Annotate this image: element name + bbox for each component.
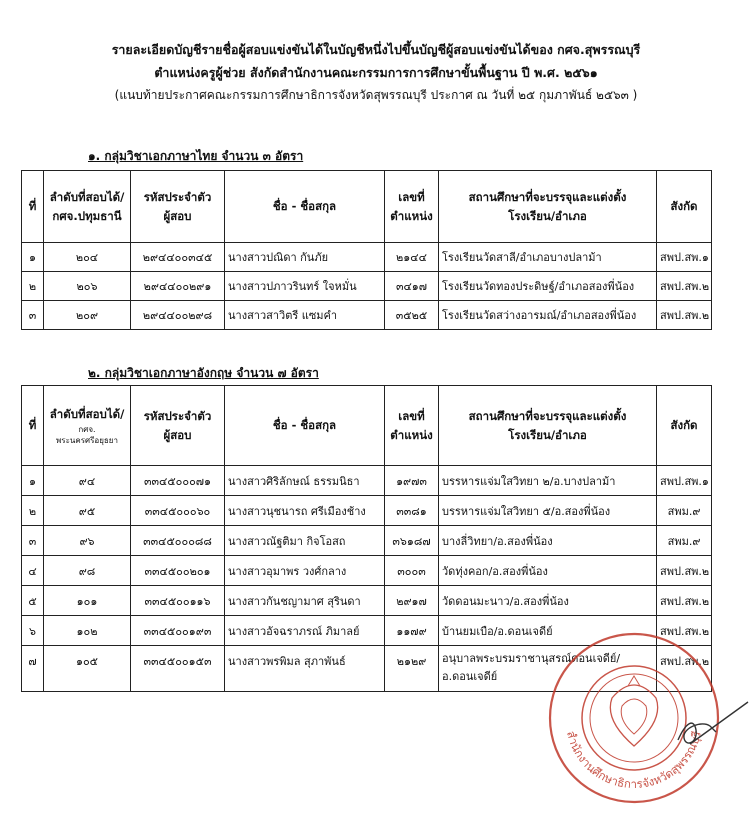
col-header-affiliation: สังกัด — [657, 171, 712, 243]
cell-code: ๓๓๔๕๐๐๑๕๓ — [131, 646, 225, 692]
cell-affiliation: สพป.สพ.๒ — [657, 646, 712, 692]
col-header-position-sub: ตำแหน่ง — [390, 427, 433, 442]
cell-position: ๓๕๒๕ — [385, 301, 439, 330]
cell-affiliation: สพป.สพ.๒ — [657, 586, 712, 616]
cell-rank: ๒๐๙ — [44, 301, 131, 330]
cell-name: นางสาวศิริลักษณ์ ธรรมนิธา — [225, 466, 385, 496]
cell-name: นางสาวปภาวรินทร์ ใจหมั่น — [225, 272, 385, 301]
col-header-code-sub: ผู้สอบ — [163, 427, 192, 442]
section-1-title: ๑. กลุ่มวิชาเอกภาษาไทย จำนวน ๓ อัตรา — [88, 149, 304, 163]
section-1-table — [21, 170, 712, 330]
cell-code: ๓๓๔๕๐๐๑๑๖ — [131, 586, 225, 616]
cell-school: บรรหารแจ่มใสวิทยา ๒/อ.บางปลาม้า — [439, 466, 657, 496]
col-header-school — [439, 171, 657, 243]
cell-school: วัดดอนมะนาว/อ.สองพี่น้อง — [439, 586, 657, 616]
cell-affiliation: สพป.สพ.๒ — [657, 272, 712, 301]
cell-name: นางสาวสาวิตรี แซมคำ — [225, 301, 385, 330]
cell-affiliation: สพป.สพ.๑ — [657, 466, 712, 496]
seal-text: สำนักงานศึกษาธิการจังหวัดสุพรรณบุรี — [563, 729, 704, 792]
col-header-rank — [44, 171, 131, 243]
cell-school: บรรหารแจ่มใสวิทยา ๕/อ.สองพี่น้อง — [439, 496, 657, 526]
cell-position: ๒๑๒๙ — [385, 646, 439, 692]
col-header-school-label: สถานศึกษาที่จะบรรจุและแต่งตั้ง — [468, 189, 627, 204]
cell-no: ๑ — [22, 466, 44, 496]
cell-code: ๒๙๔๔๐๐๒๙๘ — [131, 301, 225, 330]
cell-rank: ๙๘ — [44, 556, 131, 586]
col-header-position-sub: ตำแหน่ง — [390, 208, 433, 223]
cell-position: ๑๑๗๙ — [385, 616, 439, 646]
cell-no: ๕ — [22, 586, 44, 616]
table-row — [22, 243, 712, 272]
cell-school: บ้านยมเบือ/อ.ดอนเจดีย์ — [439, 616, 657, 646]
col-header-code-label: รหัสประจำตัว — [143, 189, 212, 204]
col-header-rank-label: ลำดับที่สอบได้/ — [49, 189, 125, 204]
cell-no: ๖ — [22, 616, 44, 646]
table-row — [22, 301, 712, 330]
cell-code: ๓๓๔๕๐๐๐๘๘ — [131, 526, 225, 556]
table-row — [22, 466, 712, 496]
col-header-rank — [44, 386, 131, 466]
cell-no: ๔ — [22, 556, 44, 586]
cell-code: ๒๙๔๔๐๐๓๔๕ — [131, 243, 225, 272]
cell-code: ๒๙๔๔๐๐๒๙๑ — [131, 272, 225, 301]
col-header-rank-sub-2: พระนครศรีอยุธยา — [56, 436, 118, 445]
col-header-position — [385, 171, 439, 243]
col-header-no: ที่ — [22, 386, 44, 466]
document-header — [0, 38, 752, 107]
col-header-position-label: เลขที่ — [398, 408, 425, 423]
col-header-school-label: สถานศึกษาที่จะบรรจุและแต่งตั้ง — [468, 408, 627, 423]
col-header-school — [439, 386, 657, 466]
col-header-position-label: เลขที่ — [398, 189, 425, 204]
cell-rank: ๑๐๒ — [44, 616, 131, 646]
cell-position: ๓๔๑๗ — [385, 272, 439, 301]
cell-name: นางสาวพรพิมล สุภาพันธ์ — [225, 646, 385, 692]
col-header-name: ชื่อ - ชื่อสกุล — [225, 386, 385, 466]
cell-name: นางสาวนุชนารถ ศรีเมืองช้าง — [225, 496, 385, 526]
cell-name: นางสาวกันชญามาศ สุรินดา — [225, 586, 385, 616]
cell-affiliation: สพป.สพ.๑ — [657, 243, 712, 272]
cell-position: ๒๙๑๗ — [385, 586, 439, 616]
col-header-school-sub: โรงเรียน/อำเภอ — [508, 208, 587, 223]
cell-no: ๒ — [22, 272, 44, 301]
cell-school: โรงเรียนวัดทองประดิษฐ์/อำเภอสองพี่น้อง — [439, 272, 657, 301]
col-header-code-label: รหัสประจำตัว — [143, 408, 212, 423]
cell-school: โรงเรียนวัดสว่างอารมณ์/อำเภอสองพี่น้อง — [439, 301, 657, 330]
cell-school-line-2: อ.ดอนเจดีย์ — [442, 670, 498, 683]
table-row — [22, 526, 712, 556]
col-header-rank-sub-1: กศจ. — [78, 425, 96, 434]
col-header-name: ชื่อ - ชื่อสกุล — [225, 171, 385, 243]
cell-affiliation: สพม.๙ — [657, 496, 712, 526]
header-line-3: (แนบท้ายประกาศคณะกรรมการศึกษาธิการจังหวัดสุพรรณบุรี ประกาศ ณ วันที่ ๒๕ กุมภาพันธ์ ๒๕๖๓ ) — [114, 88, 638, 102]
col-header-code — [131, 386, 225, 466]
cell-no: ๓ — [22, 526, 44, 556]
cell-name: นางสาวอัจฉราภรณ์ ภิมาลย์ — [225, 616, 385, 646]
cell-name: นางสาวปณิดา กันภัย — [225, 243, 385, 272]
cell-code: ๓๓๔๕๐๐๑๙๓ — [131, 616, 225, 646]
cell-school: บางลี่วิทยา/อ.สองพี่น้อง — [439, 526, 657, 556]
cell-rank: ๙๕ — [44, 496, 131, 526]
cell-position: ๓๐๐๓ — [385, 556, 439, 586]
cell-code: ๓๓๔๕๐๐๐๗๑ — [131, 466, 225, 496]
cell-affiliation: สพม.๙ — [657, 526, 712, 556]
col-header-code-sub: ผู้สอบ — [163, 208, 192, 223]
cell-rank: ๒๐๖ — [44, 272, 131, 301]
cell-no: ๓ — [22, 301, 44, 330]
cell-position: ๒๑๔๔ — [385, 243, 439, 272]
cell-school-line-1: อนุบาลพระบรมราชานุสรณ์ดอนเจดีย์/ — [442, 652, 621, 665]
cell-position: ๓๖๑๘๗ — [385, 526, 439, 556]
cell-no: ๗ — [22, 646, 44, 692]
cell-code: ๓๓๔๕๐๐๐๖๐ — [131, 496, 225, 526]
cell-affiliation: สพป.สพ.๒ — [657, 301, 712, 330]
table-header-row — [22, 171, 712, 243]
cell-no: ๒ — [22, 496, 44, 526]
header-line-1: รายละเอียดบัญชีรายชื่อผู้สอบแข่งขันได้ในบัญชีหนึ่งไปขึ้นบัญชีผู้สอบแข่งขันได้ของ กศจ.สุพรรณบุรี — [111, 42, 641, 57]
cell-affiliation: สพป.สพ.๒ — [657, 556, 712, 586]
table-row — [22, 272, 712, 301]
table-row — [22, 586, 712, 616]
section-2-title: ๒. กลุ่มวิชาเอกภาษาอังกฤษ จำนวน ๗ อัตรา — [88, 366, 319, 380]
col-header-no: ที่ — [22, 171, 44, 243]
cell-position: ๑๙๗๓ — [385, 466, 439, 496]
cell-name: นางสาวอุมาพร วงศ์กลาง — [225, 556, 385, 586]
cell-code: ๓๓๔๕๐๐๒๐๑ — [131, 556, 225, 586]
cell-name: นางสาวณัฐติมา กิจโอสถ — [225, 526, 385, 556]
col-header-rank-label: ลำดับที่สอบได้/ — [49, 407, 125, 421]
col-header-code — [131, 171, 225, 243]
col-header-school-sub: โรงเรียน/อำเภอ — [508, 427, 587, 442]
cell-rank: ๑๐๕ — [44, 646, 131, 692]
table-row — [22, 556, 712, 586]
cell-no: ๑ — [22, 243, 44, 272]
signature — [650, 682, 750, 762]
col-header-rank-sub: กศจ.ปทุมธานี — [52, 208, 122, 223]
cell-school: โรงเรียนวัดสาลี/อำเภอบางปลาม้า — [439, 243, 657, 272]
cell-school: วัดทุ่งคอก/อ.สองพี่น้อง — [439, 556, 657, 586]
table-row — [22, 496, 712, 526]
col-header-position — [385, 386, 439, 466]
cell-affiliation: สพป.สพ.๒ — [657, 616, 712, 646]
table-header-row — [22, 386, 712, 466]
cell-rank: ๑๐๑ — [44, 586, 131, 616]
cell-rank: ๙๖ — [44, 526, 131, 556]
header-line-2: ตำแหน่งครูผู้ช่วย สังกัดสำนักงานคณะกรรมการการศึกษาขั้นพื้นฐาน ปี พ.ศ. ๒๕๖๑ — [154, 65, 598, 80]
col-header-affiliation: สังกัด — [657, 386, 712, 466]
cell-rank: ๒๐๔ — [44, 243, 131, 272]
cell-position: ๓๓๘๑ — [385, 496, 439, 526]
cell-rank: ๙๔ — [44, 466, 131, 496]
